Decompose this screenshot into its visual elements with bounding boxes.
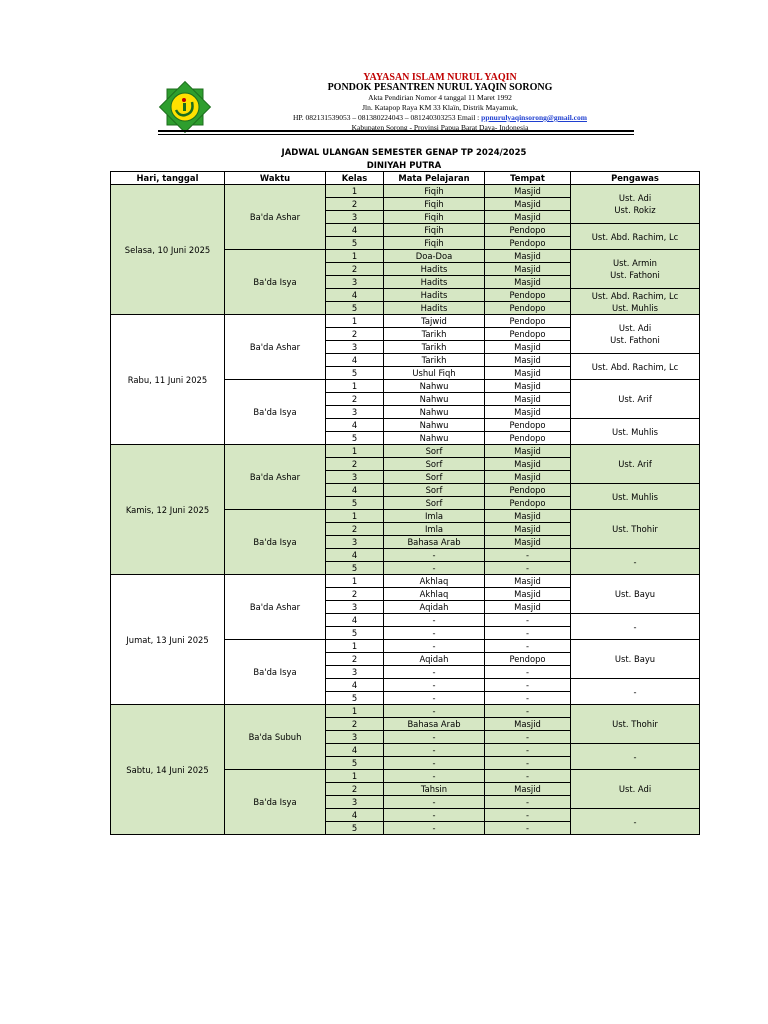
tempat-cell: - (485, 666, 571, 679)
kelas-cell: 1 (326, 250, 384, 263)
tempat-cell: Masjid (485, 211, 571, 224)
tempat-cell: - (485, 627, 571, 640)
tempat-cell: Masjid (485, 458, 571, 471)
mapel-cell: - (384, 770, 485, 783)
tempat-cell: Masjid (485, 588, 571, 601)
tempat-cell: Masjid (485, 510, 571, 523)
mapel-cell: Ushul Fiqh (384, 367, 485, 380)
mapel-cell: Aqidah (384, 601, 485, 614)
mapel-cell: Sorf (384, 445, 485, 458)
kelas-cell: 2 (326, 263, 384, 276)
tempat-cell: Pendopo (485, 653, 571, 666)
mapel-cell: Aqidah (384, 653, 485, 666)
table-row (111, 705, 700, 718)
pengawas-cell (571, 315, 700, 354)
pengawas-name: - (633, 621, 637, 632)
document-subtitle: DINIYAH PUTRA (366, 161, 442, 171)
mapel-cell: Akhlaq (384, 575, 485, 588)
tempat-cell: - (485, 796, 571, 809)
tempat-cell: Pendopo (485, 497, 571, 510)
pengawas-name: Ust. Bayu (614, 589, 656, 599)
day-cell: Jumat, 13 Juni 2025 (111, 575, 225, 705)
kelas-cell: 2 (326, 588, 384, 601)
mapel-cell: Sorf (384, 497, 485, 510)
pengawas-cell (571, 419, 700, 445)
mapel-cell: Nahwu (384, 393, 485, 406)
pengawas-name: Ust. Muhlis (612, 426, 658, 437)
kelas-cell: 5 (326, 367, 384, 380)
kelas-cell: 2 (326, 718, 384, 731)
yayasan-name: YAYASAN ISLAM NURUL YAQIN (363, 72, 517, 83)
mapel-cell: Sorf (384, 484, 485, 497)
mapel-cell: - (384, 705, 485, 718)
tempat-cell: Masjid (485, 406, 571, 419)
pengawas-cell (571, 809, 700, 835)
table-row (111, 445, 700, 458)
mapel-cell: Hadits (384, 263, 485, 276)
akta-line: Akta Pendirian Nomor 4 tanggal 11 Maret 1992 (368, 93, 512, 102)
mapel-cell: Fiqih (384, 198, 485, 211)
pengawas-cell (571, 575, 700, 614)
kelas-cell: 3 (326, 211, 384, 224)
day-cell: Selasa, 10 Juni 2025 (111, 185, 225, 315)
tempat-cell: Masjid (485, 536, 571, 549)
kelas-cell: 3 (326, 666, 384, 679)
kelas-cell: 2 (326, 328, 384, 341)
tempat-cell: Masjid (485, 341, 571, 354)
kelas-cell: 2 (326, 523, 384, 536)
email-link[interactable]: ppnurulyaqinsorong@gmail.com (481, 113, 587, 122)
session-time-cell: Ba'da Isya (225, 770, 326, 835)
tempat-cell: Masjid (485, 718, 571, 731)
kelas-cell: 3 (326, 796, 384, 809)
session-time-cell: Ba'da Subuh (225, 705, 326, 770)
kelas-cell: 3 (326, 406, 384, 419)
mapel-cell: - (384, 822, 485, 835)
kelas-cell: 5 (326, 237, 384, 250)
pengawas-cell (571, 224, 700, 250)
mapel-cell: Bahasa Arab (384, 718, 485, 731)
kelas-cell: 5 (326, 627, 384, 640)
pengawas-name: Ust. Fathoni (610, 335, 660, 345)
tempat-cell: Masjid (485, 393, 571, 406)
kelas-cell: 1 (326, 445, 384, 458)
tempat-cell: Pendopo (485, 302, 571, 315)
col-header-pengawas: Pengawas (571, 172, 700, 185)
mapel-cell: - (384, 549, 485, 562)
tempat-cell: Masjid (485, 263, 571, 276)
mapel-cell: Imla (384, 523, 485, 536)
mapel-cell: Fiqih (384, 224, 485, 237)
tempat-cell: - (485, 822, 571, 835)
pengawas-name: Ust. Thohir (612, 524, 658, 534)
mapel-cell: Nahwu (384, 406, 485, 419)
mapel-cell: Hadits (384, 302, 485, 315)
pengawas-cell (571, 354, 700, 380)
table-row (111, 185, 700, 198)
pengawas-cell (571, 614, 700, 640)
mapel-cell: Akhlaq (384, 588, 485, 601)
mapel-cell: - (384, 731, 485, 744)
tempat-cell: Masjid (485, 601, 571, 614)
tempat-cell: Masjid (485, 354, 571, 367)
day-cell: Kamis, 12 Juni 2025 (111, 445, 225, 575)
pengawas-name: - (633, 686, 637, 697)
contact-line (160, 113, 720, 123)
pengawas-name: - (633, 751, 637, 762)
tempat-cell: Masjid (485, 250, 571, 263)
kelas-cell: 1 (326, 705, 384, 718)
day-cell: Rabu, 11 Juni 2025 (111, 315, 225, 445)
tempat-cell: - (485, 705, 571, 718)
kelas-cell: 3 (326, 471, 384, 484)
kelas-cell: 4 (326, 419, 384, 432)
kelas-cell: 1 (326, 640, 384, 653)
kelas-cell: 4 (326, 549, 384, 562)
kelas-cell: 1 (326, 770, 384, 783)
kelas-cell: 4 (326, 614, 384, 627)
pengawas-cell (571, 510, 700, 549)
table-row (111, 315, 700, 328)
kelas-cell: 1 (326, 185, 384, 198)
kelas-cell: 3 (326, 276, 384, 289)
schedule-body (111, 185, 700, 835)
tempat-cell: - (485, 679, 571, 692)
tempat-cell: Pendopo (485, 328, 571, 341)
pengawas-name: Ust. Adi (618, 193, 652, 203)
mapel-cell: Tarikh (384, 341, 485, 354)
kelas-cell: 3 (326, 601, 384, 614)
tempat-cell: Masjid (485, 783, 571, 796)
pengawas-name: - (633, 816, 637, 827)
pengawas-name: Ust. Arif (618, 459, 652, 469)
tempat-cell: Masjid (485, 380, 571, 393)
session-time-cell: Ba'da Isya (225, 510, 326, 575)
tempat-cell: - (485, 770, 571, 783)
table-header-row (111, 172, 700, 185)
pengawas-name: Ust. Muhlis (612, 302, 658, 313)
col-header-tempat: Tempat (485, 172, 571, 185)
mapel-cell: Tahsin (384, 783, 485, 796)
tempat-cell: Pendopo (485, 315, 571, 328)
pengawas-cell (571, 549, 700, 575)
pengawas-name: Ust. Bayu (614, 654, 656, 664)
mapel-cell: - (384, 640, 485, 653)
mapel-cell: Fiqih (384, 185, 485, 198)
pengawas-cell (571, 705, 700, 744)
tempat-cell: - (485, 692, 571, 705)
mapel-cell: Nahwu (384, 432, 485, 445)
kelas-cell: 5 (326, 497, 384, 510)
mapel-cell: Tajwid (384, 315, 485, 328)
region-line: Kabupaten Sorong - Provinsi Papua Barat Daya- Indonesia (351, 123, 529, 132)
kelas-cell: 3 (326, 536, 384, 549)
tempat-cell: - (485, 809, 571, 822)
table-row (111, 575, 700, 588)
pengawas-cell (571, 770, 700, 809)
mapel-cell: Sorf (384, 458, 485, 471)
tempat-cell: Masjid (485, 185, 571, 198)
mapel-cell: - (384, 796, 485, 809)
mapel-cell: Imla (384, 510, 485, 523)
mapel-cell: Bahasa Arab (384, 536, 485, 549)
kelas-cell: 4 (326, 809, 384, 822)
tempat-cell: Pendopo (485, 224, 571, 237)
mapel-cell: - (384, 679, 485, 692)
session-time-cell: Ba'da Ashar (225, 575, 326, 640)
session-time-cell: Ba'da Isya (225, 380, 326, 445)
pengawas-cell (571, 445, 700, 484)
tempat-cell: - (485, 731, 571, 744)
col-header-kelas: Kelas (326, 172, 384, 185)
kelas-cell: 5 (326, 757, 384, 770)
pengawas-name: Ust. Arif (618, 394, 652, 404)
col-header-hari: Hari, tanggal (111, 172, 225, 185)
mapel-cell: Sorf (384, 471, 485, 484)
tempat-cell: Masjid (485, 367, 571, 380)
tempat-cell: Pendopo (485, 289, 571, 302)
tempat-cell: Pendopo (485, 419, 571, 432)
kelas-cell: 1 (326, 315, 384, 328)
kelas-cell: 4 (326, 224, 384, 237)
tempat-cell: - (485, 757, 571, 770)
pengawas-name: Ust. Fathoni (610, 270, 660, 280)
pengawas-name: Ust. Abd. Rachim, Lc (591, 290, 679, 301)
mapel-cell: - (384, 744, 485, 757)
mapel-cell: - (384, 614, 485, 627)
session-time-cell: Ba'da Ashar (225, 445, 326, 510)
kelas-cell: 3 (326, 731, 384, 744)
pengawas-name: Ust. Adi (618, 784, 652, 794)
kelas-cell: 1 (326, 510, 384, 523)
mapel-cell: - (384, 666, 485, 679)
kelas-cell: 5 (326, 302, 384, 315)
mapel-cell: Fiqih (384, 237, 485, 250)
pengawas-cell (571, 185, 700, 224)
letterhead-divider (158, 130, 634, 135)
tempat-cell: - (485, 549, 571, 562)
kelas-cell: 4 (326, 354, 384, 367)
mapel-cell: Tarikh (384, 354, 485, 367)
session-time-cell: Ba'da Isya (225, 640, 326, 705)
col-header-mapel: Mata Pelajaran (384, 172, 485, 185)
mapel-cell: Fiqih (384, 211, 485, 224)
kelas-cell: 2 (326, 198, 384, 211)
phone-numbers: HP. 082131539053 – 081380224043 – 081240303253 Email : (293, 113, 482, 122)
tempat-cell: - (485, 640, 571, 653)
tempat-cell: Masjid (485, 471, 571, 484)
mapel-cell: Hadits (384, 289, 485, 302)
kelas-cell: 5 (326, 822, 384, 835)
session-time-cell: Ba'da Ashar (225, 315, 326, 380)
kelas-cell: 5 (326, 432, 384, 445)
mapel-cell: Nahwu (384, 380, 485, 393)
pengawas-name: Ust. Abd. Rachim, Lc (591, 361, 679, 372)
mapel-cell: - (384, 809, 485, 822)
day-cell: Sabtu, 14 Juni 2025 (111, 705, 225, 835)
tempat-cell: Masjid (485, 276, 571, 289)
pengawas-cell (571, 484, 700, 510)
pengawas-cell (571, 289, 700, 315)
tempat-cell: Pendopo (485, 432, 571, 445)
pengawas-name: Ust. Armin (613, 258, 657, 268)
tempat-cell: - (485, 744, 571, 757)
pengawas-name: Ust. Thohir (612, 719, 658, 729)
tempat-cell: - (485, 614, 571, 627)
session-time-cell: Ba'da Ashar (225, 185, 326, 250)
tempat-cell: Masjid (485, 575, 571, 588)
tempat-cell: Masjid (485, 198, 571, 211)
kelas-cell: 5 (326, 692, 384, 705)
kelas-cell: 1 (326, 380, 384, 393)
mapel-cell: - (384, 562, 485, 575)
pengawas-cell (571, 744, 700, 770)
kelas-cell: 2 (326, 458, 384, 471)
address-line: Jln. Katapop Raya KM 33 Klaïn, Distrik Mayamuk, (362, 103, 518, 112)
tempat-cell: Masjid (485, 445, 571, 458)
kelas-cell: 4 (326, 744, 384, 757)
kelas-cell: 2 (326, 783, 384, 796)
kelas-cell: 2 (326, 653, 384, 666)
mapel-cell: - (384, 757, 485, 770)
tempat-cell: - (485, 562, 571, 575)
tempat-cell: Masjid (485, 523, 571, 536)
kelas-cell: 3 (326, 341, 384, 354)
mapel-cell: Nahwu (384, 419, 485, 432)
pengawas-cell (571, 380, 700, 419)
kelas-cell: 4 (326, 679, 384, 692)
pengawas-cell (571, 250, 700, 289)
pengawas-name: Ust. Rokiz (614, 205, 656, 215)
session-time-cell: Ba'da Isya (225, 250, 326, 315)
col-header-waktu: Waktu (225, 172, 326, 185)
letterhead-text (160, 73, 720, 133)
schedule-table (110, 171, 700, 835)
kelas-cell: 1 (326, 575, 384, 588)
mapel-cell: Doa-Doa (384, 250, 485, 263)
pengawas-name: - (633, 556, 637, 567)
kelas-cell: 4 (326, 289, 384, 302)
kelas-cell: 5 (326, 562, 384, 575)
mapel-cell: Hadits (384, 276, 485, 289)
pengawas-name: Ust. Adi (618, 323, 652, 333)
mapel-cell: - (384, 692, 485, 705)
kelas-cell: 4 (326, 484, 384, 497)
pengawas-cell (571, 679, 700, 705)
mapel-cell: - (384, 627, 485, 640)
mapel-cell: Tarikh (384, 328, 485, 341)
pengawas-cell (571, 640, 700, 679)
tempat-cell: Pendopo (485, 484, 571, 497)
document-title: JADWAL ULANGAN SEMESTER GENAP TP 2024/2025 (281, 148, 527, 158)
pengawas-name: Ust. Abd. Rachim, Lc (591, 231, 679, 242)
kelas-cell: 2 (326, 393, 384, 406)
tempat-cell: Pendopo (485, 237, 571, 250)
document-titles (110, 147, 698, 173)
pengawas-name: Ust. Muhlis (612, 491, 658, 502)
pondok-name: PONDOK PESANTREN NURUL YAQIN SORONG (327, 82, 553, 93)
